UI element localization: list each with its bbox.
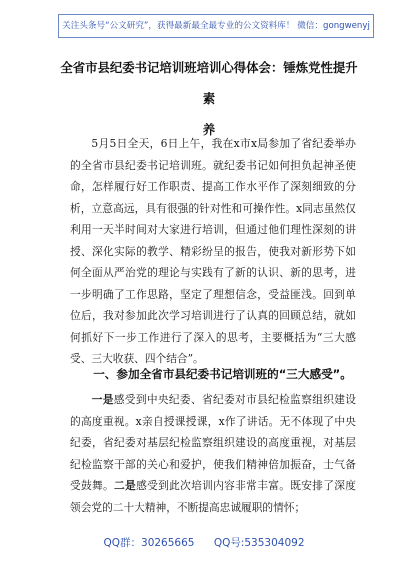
lead-label-2: 二是 [114,479,137,492]
section-text-1: 感受到中央纪委、省纪委对市县纪检监察组织建设的高度重视。x亲自授课授课，x作了讲话。无不体现了中央纪委，省纪委对基层纪检监察组织建设的高度重视，对基层纪检监察干部的关心和爱护，使我们精神倍加振奋，士气备受鼓舞。 [70,393,356,492]
title-line-2: 养 [202,122,216,137]
lead-label-1: 一是 [91,393,114,406]
footer-qq-group: QQ群：30265665 [103,537,195,549]
section-heading-text: 一、参加全省市县纪委书记培训班的“三大感受”。 [93,367,352,381]
section-paragraph [70,389,356,518]
intro-paragraph-text: 5月5日全天，6日上午，我在x市x局参加了省纪委举办的全省市县纪委书记培训班。就纪委书记如何担负起神圣使命，怎样履行好工作职责、提高工作水平作了深刻细致的分析，立意高远，具有很强的针对性和可操作性。x同志虽然仅利用一天半时间对大家进行培训，但通过他们理性深刻的讲授、深化实际的教学、精彩纷呈的报告，使我对新形势下如何全面从严治党的理论与实践有了新的认识、新的思考，进一步明确了工作思路，坚定了理想信念，受益匪浅。回到单位后，我对参加此次学习培训进行了认真的回顾总结，就如何抓好下一步工作进行了深入的思考，主要概括为“三大感受、三大收获、四个结合”。 [70,137,356,365]
footer [0,535,408,550]
footer-qq: QQ号:535304092 [213,537,305,549]
intro-paragraph [70,133,356,370]
document-title [58,52,360,145]
promo-banner-text: 关注头条号“公文研究”，获得最新最全最专业的公文资料库！ 微信：gongwenyj [62,21,370,31]
section-text-2: 感受到此次培训内容非常丰富。既安排了深度领会党的二十大精神，不断提高忠诚履职的情怀； [70,479,356,514]
title-line-1: 全省市县纪委书记培训班培训心得体会：锤炼党性提升素 [60,60,358,106]
section-heading [70,363,370,385]
promo-banner [58,14,374,38]
